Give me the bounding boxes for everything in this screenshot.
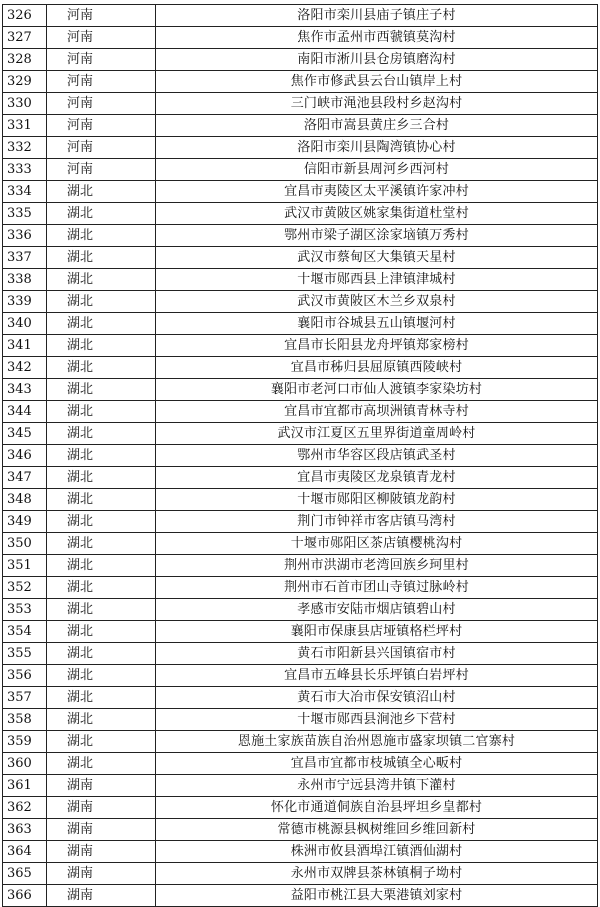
table-row	[3, 533, 598, 555]
village-name-cell: 武汉市黄陂区木兰乡双泉村	[156, 291, 598, 313]
village-name-cell: 宜昌市秭归县屈原镇西陵峡村	[156, 357, 598, 379]
row-number-cell: 349	[3, 511, 47, 533]
province-cell: 湖北	[47, 379, 156, 401]
village-name-cell: 黄石市阳新县兴国镇宿市村	[156, 643, 598, 665]
row-number-cell: 340	[3, 313, 47, 335]
village-name-cell: 襄阳市老河口市仙人渡镇李家染坊村	[156, 379, 598, 401]
province-cell: 湖北	[47, 511, 156, 533]
row-number-cell: 345	[3, 423, 47, 445]
province-cell: 湖北	[47, 423, 156, 445]
row-number-cell: 337	[3, 247, 47, 269]
village-name-cell: 怀化市通道侗族自治县坪坦乡皇都村	[156, 797, 598, 819]
table-row	[3, 159, 598, 181]
province-cell: 湖北	[47, 291, 156, 313]
table-row	[3, 511, 598, 533]
row-number-cell: 358	[3, 709, 47, 731]
village-name-cell: 株洲市攸县酒埠江镇酒仙湖村	[156, 841, 598, 863]
province-cell: 湖北	[47, 335, 156, 357]
row-number-cell: 350	[3, 533, 47, 555]
province-cell: 湖北	[47, 599, 156, 621]
village-name-cell: 十堰市郧西县上津镇津城村	[156, 269, 598, 291]
table-row	[3, 489, 598, 511]
province-cell: 湖北	[47, 665, 156, 687]
table-row	[3, 291, 598, 313]
village-name-cell: 信阳市新县周河乡西河村	[156, 159, 598, 181]
table-row	[3, 203, 598, 225]
province-cell: 湖南	[47, 819, 156, 841]
row-number-cell: 363	[3, 819, 47, 841]
row-number-cell: 334	[3, 181, 47, 203]
province-cell: 河南	[47, 137, 156, 159]
row-number-cell: 364	[3, 841, 47, 863]
table-row	[3, 775, 598, 797]
village-name-cell: 鄂州市华容区段店镇武圣村	[156, 445, 598, 467]
province-cell: 湖北	[47, 577, 156, 599]
province-cell: 湖北	[47, 489, 156, 511]
row-number-cell: 328	[3, 49, 47, 71]
row-number-cell: 366	[3, 885, 47, 907]
village-name-cell: 荆州市洪湖市老湾回族乡珂里村	[156, 555, 598, 577]
table-row	[3, 467, 598, 489]
row-number-cell: 360	[3, 753, 47, 775]
row-number-cell: 362	[3, 797, 47, 819]
table-row	[3, 49, 598, 71]
table-row	[3, 731, 598, 753]
table-row	[3, 709, 598, 731]
village-name-cell: 武汉市江夏区五里界街道童周岭村	[156, 423, 598, 445]
row-number-cell: 329	[3, 71, 47, 93]
province-cell: 河南	[47, 5, 156, 27]
province-cell: 湖南	[47, 863, 156, 885]
province-cell: 湖北	[47, 313, 156, 335]
table-row	[3, 357, 598, 379]
province-cell: 湖北	[47, 445, 156, 467]
table-row	[3, 599, 598, 621]
village-name-cell: 宜昌市宜都市高坝洲镇青林寺村	[156, 401, 598, 423]
village-name-cell: 宜昌市夷陵区太平溪镇许家冲村	[156, 181, 598, 203]
province-cell: 湖北	[47, 709, 156, 731]
row-number-cell: 338	[3, 269, 47, 291]
village-name-cell: 洛阳市栾川县陶湾镇协心村	[156, 137, 598, 159]
province-cell: 湖北	[47, 621, 156, 643]
table-row	[3, 665, 598, 687]
village-name-cell: 襄阳市谷城县五山镇堰河村	[156, 313, 598, 335]
village-name-cell: 永州市宁远县湾井镇下灌村	[156, 775, 598, 797]
province-cell: 河南	[47, 49, 156, 71]
table-row	[3, 5, 598, 27]
table-row	[3, 797, 598, 819]
village-name-cell: 孝感市安陆市烟店镇碧山村	[156, 599, 598, 621]
table-row	[3, 621, 598, 643]
row-number-cell: 332	[3, 137, 47, 159]
village-name-cell: 焦作市孟州市西虢镇莫沟村	[156, 27, 598, 49]
village-name-cell: 武汉市黄陂区姚家集街道杜堂村	[156, 203, 598, 225]
village-name-cell: 荆门市钟祥市客店镇马湾村	[156, 511, 598, 533]
province-cell: 湖北	[47, 687, 156, 709]
village-name-cell: 宜昌市五峰县长乐坪镇白岩坪村	[156, 665, 598, 687]
row-number-cell: 333	[3, 159, 47, 181]
village-name-cell: 常德市桃源县枫树维回乡维回新村	[156, 819, 598, 841]
village-name-cell: 永州市双牌县茶林镇桐子坳村	[156, 863, 598, 885]
table-row	[3, 379, 598, 401]
province-cell: 湖南	[47, 797, 156, 819]
province-cell: 河南	[47, 93, 156, 115]
table-row	[3, 577, 598, 599]
row-number-cell: 356	[3, 665, 47, 687]
table-row	[3, 137, 598, 159]
village-name-cell: 十堰市郧阳区柳陂镇龙韵村	[156, 489, 598, 511]
village-name-cell: 益阳市桃江县大栗港镇刘家村	[156, 885, 598, 907]
row-number-cell: 346	[3, 445, 47, 467]
province-cell: 湖北	[47, 225, 156, 247]
row-number-cell: 354	[3, 621, 47, 643]
table-row	[3, 93, 598, 115]
province-cell: 湖北	[47, 467, 156, 489]
row-number-cell: 341	[3, 335, 47, 357]
row-number-cell: 339	[3, 291, 47, 313]
row-number-cell: 347	[3, 467, 47, 489]
table-row	[3, 71, 598, 93]
table-row	[3, 841, 598, 863]
table-row	[3, 313, 598, 335]
table-row	[3, 423, 598, 445]
village-name-cell: 焦作市修武县云台山镇岸上村	[156, 71, 598, 93]
province-cell: 河南	[47, 159, 156, 181]
table-row	[3, 753, 598, 775]
village-list-body	[3, 5, 598, 907]
province-cell: 河南	[47, 71, 156, 93]
row-number-cell: 348	[3, 489, 47, 511]
table-row	[3, 819, 598, 841]
table-row	[3, 27, 598, 49]
province-cell: 湖北	[47, 753, 156, 775]
table-row	[3, 643, 598, 665]
table-row	[3, 269, 598, 291]
province-cell: 湖北	[47, 269, 156, 291]
row-number-cell: 343	[3, 379, 47, 401]
row-number-cell: 326	[3, 5, 47, 27]
table-row	[3, 555, 598, 577]
table-row	[3, 335, 598, 357]
province-cell: 湖南	[47, 885, 156, 907]
table-row	[3, 445, 598, 467]
village-name-cell: 宜昌市长阳县龙舟坪镇郑家榜村	[156, 335, 598, 357]
village-list-table	[2, 4, 598, 907]
table-row	[3, 247, 598, 269]
village-name-cell: 南阳市淅川县仓房镇磨沟村	[156, 49, 598, 71]
table-row	[3, 687, 598, 709]
village-name-cell: 三门峡市渑池县段村乡赵沟村	[156, 93, 598, 115]
table-row	[3, 115, 598, 137]
row-number-cell: 336	[3, 225, 47, 247]
row-number-cell: 359	[3, 731, 47, 753]
village-name-cell: 襄阳市保康县店垭镇格栏坪村	[156, 621, 598, 643]
province-cell: 河南	[47, 115, 156, 137]
village-name-cell: 黄石市大冶市保安镇沼山村	[156, 687, 598, 709]
village-name-cell: 洛阳市嵩县黄庄乡三合村	[156, 115, 598, 137]
row-number-cell: 351	[3, 555, 47, 577]
row-number-cell: 327	[3, 27, 47, 49]
province-cell: 湖北	[47, 203, 156, 225]
province-cell: 湖北	[47, 357, 156, 379]
province-cell: 河南	[47, 27, 156, 49]
row-number-cell: 344	[3, 401, 47, 423]
province-cell: 湖北	[47, 181, 156, 203]
province-cell: 湖北	[47, 533, 156, 555]
village-name-cell: 十堰市郧西县涧池乡下营村	[156, 709, 598, 731]
village-name-cell: 宜昌市夷陵区龙泉镇青龙村	[156, 467, 598, 489]
village-name-cell: 鄂州市梁子湖区涂家垴镇万秀村	[156, 225, 598, 247]
table-row	[3, 863, 598, 885]
row-number-cell: 330	[3, 93, 47, 115]
table-row	[3, 225, 598, 247]
village-name-cell: 荆州市石首市团山寺镇过脉岭村	[156, 577, 598, 599]
row-number-cell: 342	[3, 357, 47, 379]
village-name-cell: 武汉市蔡甸区大集镇天星村	[156, 247, 598, 269]
province-cell: 湖南	[47, 775, 156, 797]
row-number-cell: 335	[3, 203, 47, 225]
village-name-cell: 宜昌市宜都市枝城镇全心畈村	[156, 753, 598, 775]
village-name-cell: 十堰市郧阳区茶店镇樱桃沟村	[156, 533, 598, 555]
table-row	[3, 181, 598, 203]
row-number-cell: 365	[3, 863, 47, 885]
village-name-cell: 恩施土家族苗族自治州恩施市盛家坝镇二官寨村	[156, 731, 598, 753]
row-number-cell: 361	[3, 775, 47, 797]
province-cell: 湖北	[47, 731, 156, 753]
row-number-cell: 357	[3, 687, 47, 709]
province-cell: 湖北	[47, 555, 156, 577]
row-number-cell: 353	[3, 599, 47, 621]
province-cell: 湖北	[47, 643, 156, 665]
table-row	[3, 401, 598, 423]
village-name-cell: 洛阳市栾川县庙子镇庄子村	[156, 5, 598, 27]
province-cell: 湖北	[47, 247, 156, 269]
province-cell: 湖南	[47, 841, 156, 863]
row-number-cell: 331	[3, 115, 47, 137]
table-row	[3, 885, 598, 907]
row-number-cell: 352	[3, 577, 47, 599]
province-cell: 湖北	[47, 401, 156, 423]
row-number-cell: 355	[3, 643, 47, 665]
